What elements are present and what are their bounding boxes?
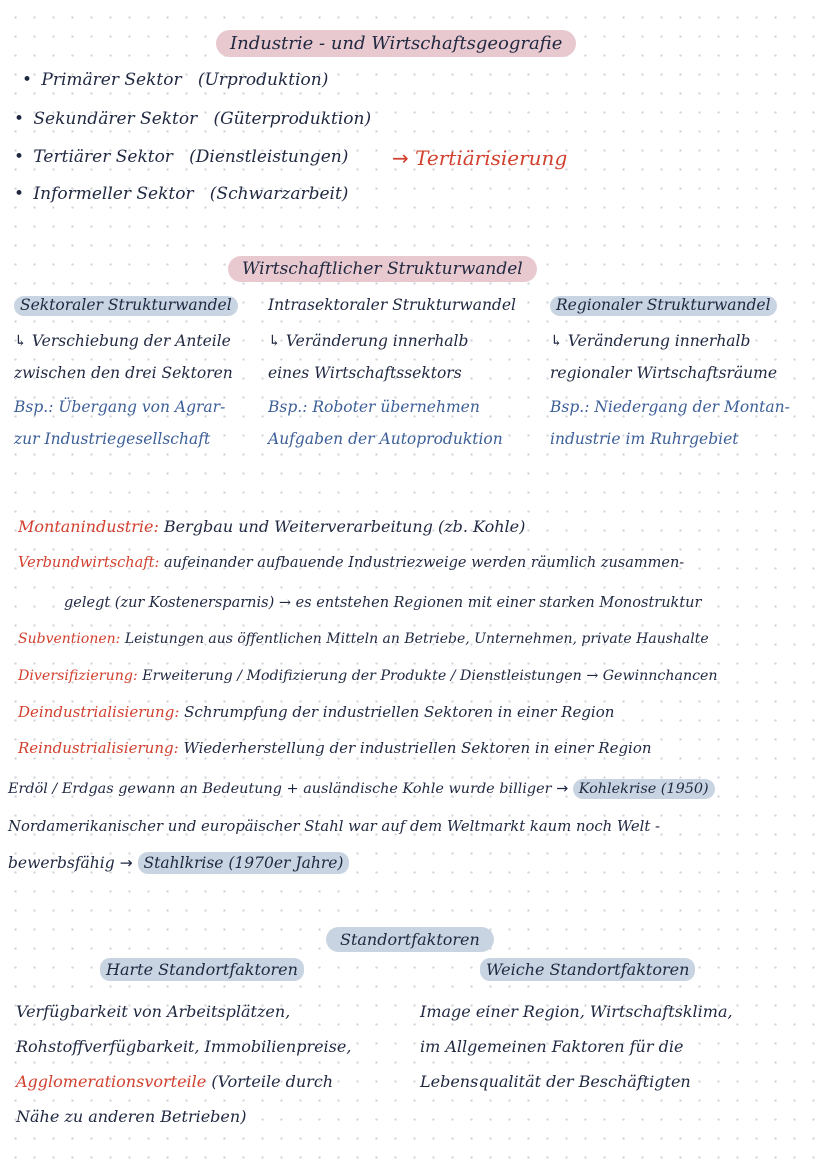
coal-crisis-line bbox=[8, 782, 715, 796]
definition-montanindustrie bbox=[18, 519, 525, 535]
steel-crisis-label: Stahlkrise (1970er Jahre) bbox=[138, 852, 350, 874]
column-heading: Intrasektoraler Strukturwandel bbox=[268, 296, 516, 314]
definition-term: Reindustrialisierung: bbox=[18, 739, 179, 757]
structural-column-sectoral bbox=[14, 296, 238, 448]
sector-desc: (Urproduktion) bbox=[197, 70, 329, 90]
soft-factors-heading-label: Weiche Standortfaktoren bbox=[480, 958, 695, 981]
definition-text: Schrumpfung der industriellen Sektoren in einer Region bbox=[184, 703, 615, 721]
definition-term: Diversifizierung: bbox=[18, 668, 138, 684]
location-title: Standortfaktoren bbox=[326, 927, 494, 952]
column-heading: Sektoraler Strukturwandel bbox=[14, 296, 238, 316]
column-heading: Regionaler Strukturwandel bbox=[550, 296, 777, 316]
soft-factors-heading bbox=[480, 962, 695, 978]
sector-item bbox=[14, 111, 371, 128]
steel-crisis-line2 bbox=[8, 856, 349, 872]
definition-text: Bergbau und Weiterverarbeitung (zb. Kohle) bbox=[163, 517, 526, 536]
bullet-icon: • bbox=[14, 109, 25, 129]
arrow-right-icon: → bbox=[556, 781, 569, 797]
definition-diversifizierung bbox=[18, 669, 718, 683]
tertiary-note bbox=[392, 148, 567, 168]
sector-name: Tertiärer Sektor bbox=[33, 147, 173, 167]
definition-continuation: gelegt (zur Kostenersparnis) → es entstehen Regionen mit einer starken Monostruktur bbox=[64, 595, 702, 611]
page-title: Industrie - und Wirtschaftsgeografie bbox=[216, 30, 576, 57]
hard-factors-heading bbox=[100, 962, 304, 978]
soft-factors-body bbox=[420, 1004, 733, 1090]
column-example: zur Industriegesellschaft bbox=[14, 430, 211, 448]
tertiary-label: Tertiärisierung bbox=[415, 146, 568, 170]
definition-term: Verbundwirtschaft: bbox=[18, 555, 160, 571]
soft-factor-line: im Allgemeinen Faktoren für die bbox=[420, 1037, 684, 1056]
definition-text: aufeinander aufbauende Industriezweige werden räumlich zusammen- bbox=[163, 555, 685, 571]
definition-deindustrialisierung bbox=[18, 705, 614, 720]
steel-crisis-line: Nordamerikanischer und europäischer Stahl war auf dem Weltmarkt kaum noch Welt - bbox=[8, 818, 661, 835]
hard-factors-heading-label: Harte Standortfaktoren bbox=[100, 958, 304, 981]
column-line: regionaler Wirtschaftsräume bbox=[550, 364, 778, 382]
hard-factor-line: Verfügbarkeit von Arbeitsplätzen, bbox=[16, 1002, 291, 1021]
sector-desc: (Güterproduktion) bbox=[213, 109, 372, 129]
sector-item bbox=[14, 149, 348, 166]
column-example: Bsp.: Roboter übernehmen bbox=[268, 397, 480, 416]
structural-title: Wirtschaftlicher Strukturwandel bbox=[228, 256, 537, 282]
column-example: industrie im Ruhrgebiet bbox=[550, 430, 739, 448]
steel-crisis-text: bewerbsfähig bbox=[8, 854, 115, 872]
hard-factor-line: (Vorteile durch bbox=[211, 1072, 334, 1091]
bullet-icon: • bbox=[22, 70, 33, 90]
definition-text: Erweiterung / Modifizierung der Produkte / Dienstleistungen → Gewinnchancen bbox=[142, 668, 718, 684]
bullet-icon: • bbox=[14, 184, 25, 204]
column-line: ↳ Verschiebung der Anteile bbox=[14, 331, 231, 350]
definition-text: Leistungen aus öffentlichen Mitteln an Betriebe, Unternehmen, private Haushalte bbox=[124, 631, 709, 647]
definition-reindustrialisierung bbox=[18, 741, 652, 756]
column-line: ↳ Veränderung innerhalb bbox=[268, 331, 469, 350]
hard-factor-line: Nähe zu anderen Betrieben) bbox=[16, 1107, 247, 1126]
sector-name: Informeller Sektor bbox=[33, 184, 194, 204]
arrow-right-icon: → bbox=[392, 146, 409, 170]
definition-term: Deindustrialisierung: bbox=[18, 703, 180, 721]
bullet-icon: • bbox=[14, 147, 25, 167]
coal-crisis-text: Erdöl / Erdgas gewann an Bedeutung + ausländische Kohle wurde billiger bbox=[8, 781, 552, 797]
column-line: eines Wirtschaftssektors bbox=[268, 364, 462, 382]
hard-factor-term: Agglomerationsvorteile bbox=[16, 1072, 207, 1091]
column-example: Bsp.: Übergang von Agrar- bbox=[14, 397, 226, 416]
column-example: Bsp.: Niedergang der Montan- bbox=[550, 397, 790, 416]
sector-item bbox=[22, 72, 328, 89]
soft-factor-line: Image einer Region, Wirtschaftsklima, bbox=[420, 1002, 733, 1021]
definition-term: Montanindustrie: bbox=[18, 517, 159, 536]
sector-name: Primärer Sektor bbox=[41, 70, 182, 90]
definition-text: Wiederherstellung der industriellen Sektoren in einer Region bbox=[183, 739, 652, 757]
structural-column-regional bbox=[550, 296, 790, 448]
definition-verbundwirtschaft bbox=[18, 556, 684, 571]
column-line: zwischen den drei Sektoren bbox=[14, 364, 233, 382]
sector-name: Sekundärer Sektor bbox=[33, 109, 198, 129]
sector-desc: (Dienstleistungen) bbox=[189, 147, 349, 167]
definition-subventionen bbox=[18, 632, 709, 646]
sector-desc: (Schwarzarbeit) bbox=[209, 184, 349, 204]
coal-crisis-label: Kohlekrise (1950) bbox=[573, 779, 715, 799]
sector-item bbox=[14, 186, 348, 203]
hard-factor-line: Rohstoffverfügbarkeit, Immobilienpreise, bbox=[16, 1037, 352, 1056]
column-line: ↳ Veränderung innerhalb bbox=[550, 331, 751, 350]
arrow-right-icon: → bbox=[119, 854, 133, 872]
column-example: Aufgaben der Autoproduktion bbox=[268, 430, 503, 448]
definition-term: Subventionen: bbox=[18, 631, 121, 647]
structural-column-intrasectoral bbox=[268, 296, 516, 448]
hard-factors-body bbox=[16, 1004, 351, 1125]
soft-factor-line: Lebensqualität der Beschäftigten bbox=[420, 1072, 691, 1091]
